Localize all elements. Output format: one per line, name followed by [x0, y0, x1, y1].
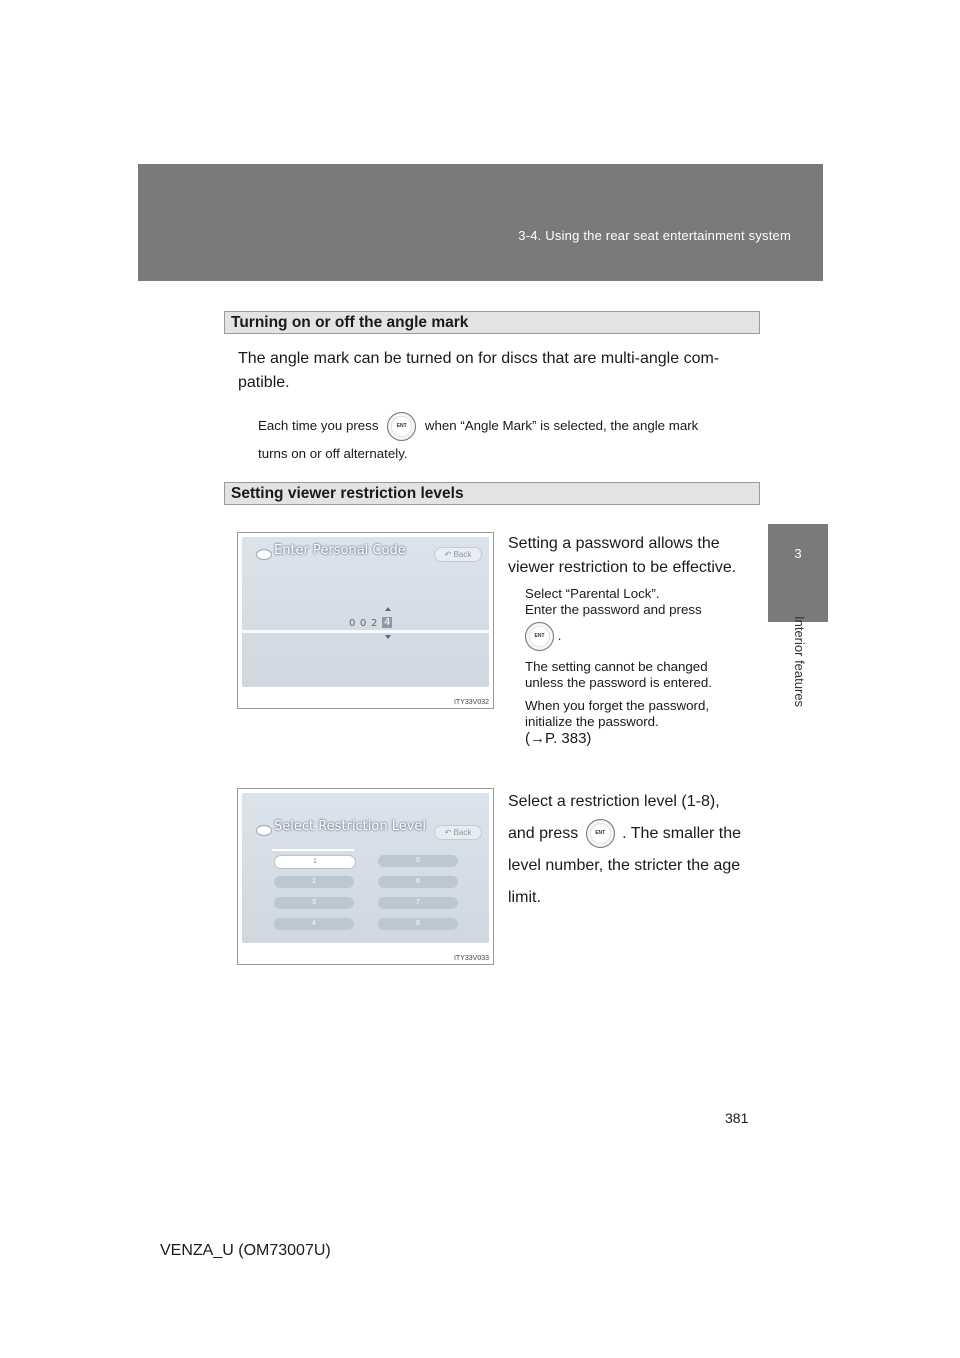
restriction-select-instruction: Select a restriction level (1-8), and press ENT . The smaller the level number, the stricter the age limit. [508, 793, 742, 906]
level-4-button[interactable]: 4 [274, 918, 354, 930]
note-1: The setting cannot be changed unless the password is entered. [525, 659, 713, 690]
step-2-ent: ENT . [525, 622, 756, 651]
disc-icon [256, 825, 272, 836]
step-1: Select “Parental Lock”. [525, 586, 660, 601]
disc-icon [256, 549, 272, 560]
code-digit-active[interactable]: 4 [384, 617, 391, 628]
model-code: VENZA_U (OM73007U) [160, 1242, 331, 1259]
selection-highlight [272, 849, 354, 851]
level-1-button[interactable]: 1 [274, 855, 356, 869]
personal-code-screen [242, 537, 489, 687]
screen-title: Enter Personal Code [274, 543, 406, 558]
up-arrow-icon[interactable] [385, 607, 391, 611]
figure-caption: ITY33V033 [453, 955, 489, 962]
code-digit: 0 [360, 618, 367, 629]
code-digit: 2 [371, 618, 378, 629]
screenshot-personal-code [237, 532, 494, 709]
section-title-angle-mark: Turning on or off the angle mark [224, 311, 760, 334]
chapter-number: 3 [794, 546, 802, 561]
step-2: Enter the password and press [525, 602, 702, 617]
back-button[interactable]: ↶ Back [434, 547, 482, 562]
angle-mark-instruction-line2: turns on or off alternately. [258, 446, 408, 461]
restriction-intro: Setting a password allows the viewer restriction to be effective. [508, 535, 737, 576]
note-2: When you forget the password, initialize the password. (→P. 383) [525, 698, 756, 747]
back-arrow-icon: ↶ [444, 550, 452, 559]
screen-title: Select Restriction Level [274, 819, 427, 834]
ent-button-icon: ENT [525, 622, 554, 651]
chapter-label: Interior features [792, 616, 807, 708]
figure-caption: ITY33V032 [453, 699, 489, 706]
header-band [138, 164, 823, 281]
level-8-button[interactable]: 8 [378, 918, 458, 930]
down-arrow-icon[interactable] [385, 635, 391, 639]
level-5-button[interactable]: 5 [378, 855, 458, 867]
angle-mark-intro: The angle mark can be turned on for discs that are multi-angle com- patible. [238, 350, 720, 391]
ent-button-icon: ENT [586, 819, 615, 848]
page-reference[interactable]: (→P. 383) [525, 730, 592, 747]
section-title-restriction: Setting viewer restriction levels [224, 482, 760, 505]
level-6-button[interactable]: 6 [378, 876, 458, 888]
ent-button-icon: ENT [387, 412, 416, 441]
page-number: 381 [725, 1110, 749, 1126]
restriction-steps [525, 586, 756, 747]
level-3-button[interactable]: 3 [274, 897, 354, 909]
restriction-screen [242, 793, 489, 943]
chapter-tab [768, 524, 828, 622]
code-digit: 0 [349, 618, 356, 629]
screenshot-restriction-level [237, 788, 494, 965]
code-entry[interactable] [346, 615, 406, 635]
level-7-button[interactable]: 7 [378, 897, 458, 909]
back-arrow-icon: ↶ [444, 828, 452, 837]
level-2-button[interactable]: 2 [274, 876, 354, 888]
back-button[interactable]: ↶ Back [434, 825, 482, 840]
breadcrumb: 3-4. Using the rear seat entertainment system [518, 228, 791, 243]
angle-mark-instruction: Each time you press ENT when “Angle Mark” is selected, the angle mark [258, 412, 758, 441]
